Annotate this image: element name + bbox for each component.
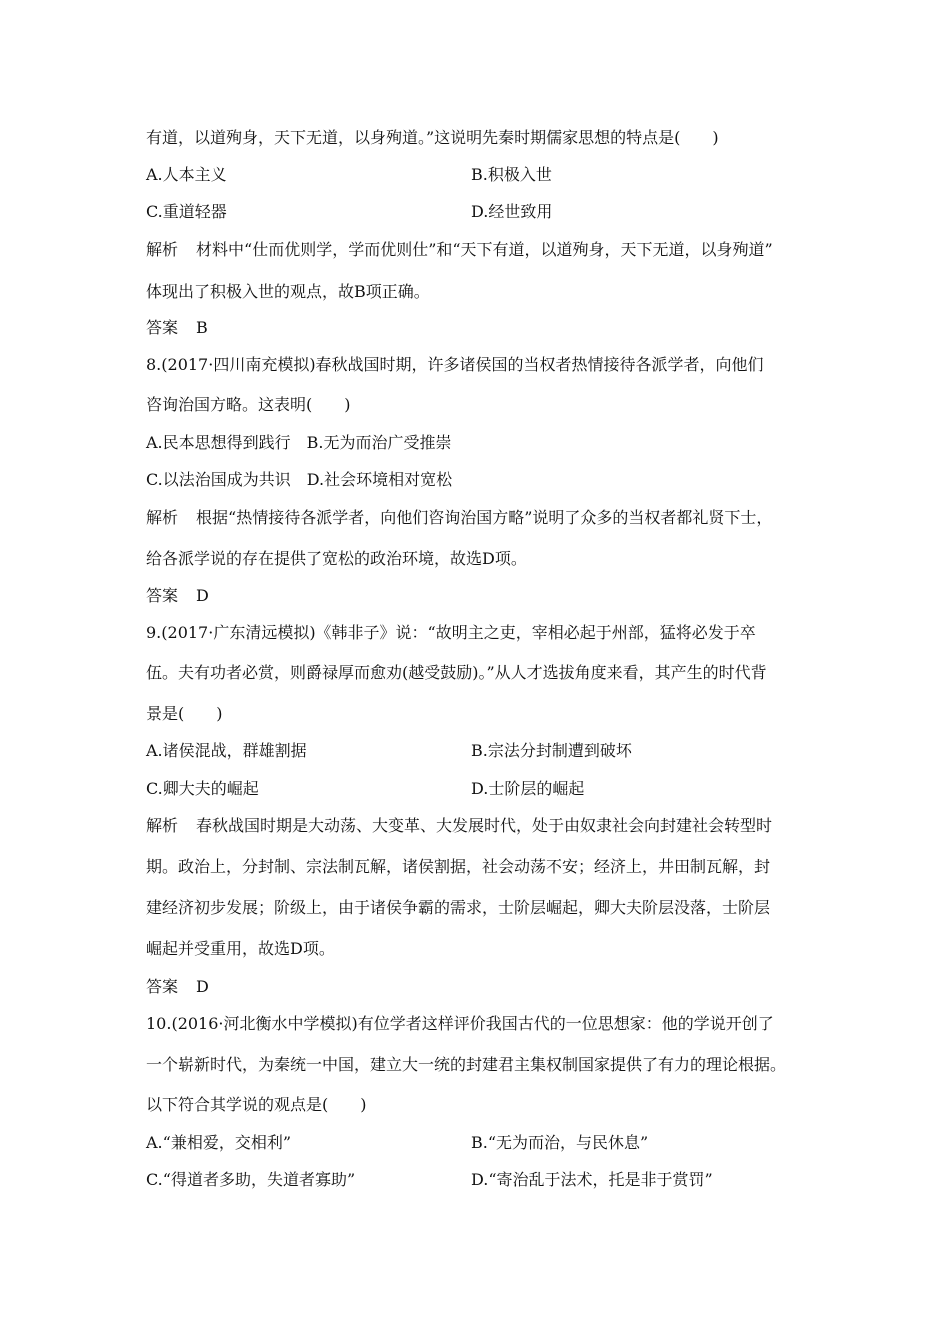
q8-stem-line-2: 咨询治国方略。这表明( ) — [146, 395, 351, 414]
answer-label: 答案 — [146, 977, 179, 996]
q7-answer — [146, 318, 208, 338]
q10-option-c: C.“得道者多助，失道者寡助” — [146, 1170, 356, 1189]
q10-stem-line-3: 以下符合其学说的观点是( ) — [146, 1095, 367, 1114]
q9-option-b: B.宗法分封制遭到破坏 — [471, 741, 632, 760]
q9-option-d: D.士阶层的崛起 — [471, 779, 585, 798]
q10-option-d: D.“寄治乱于法术，托是非于赏罚” — [471, 1170, 713, 1189]
answer-value: B — [196, 318, 208, 337]
q9-stem-line-1: 9.(2017·广东清远模拟)《韩非子》说：“故明主之吏，宰相必起于州部，猛将必发于卒 — [146, 623, 756, 642]
q9-stem-line-3: 景是( ) — [146, 704, 223, 723]
q10-option-b: B.“无为而治，与民休息” — [471, 1133, 649, 1152]
q9-analysis-line-2: 期。政治上，分封制、宗法制瓦解，诸侯割据，社会动荡不安；经济上，井田制瓦解，封 — [146, 857, 771, 876]
answer-value: D — [196, 586, 209, 605]
analysis-label: 解析 — [146, 240, 179, 259]
q9-analysis-line-3: 建经济初步发展；阶级上，由于诸侯争霸的需求，士阶层崛起，卿大夫阶层没落，士阶层 — [146, 898, 771, 917]
q9-analysis-line-1: 解析 春秋战国时期是大动荡、大变革、大发展时代，处于由奴隶社会向封建社会转型时 — [146, 816, 773, 835]
q8-analysis-line-2: 给各派学说的存在提供了宽松的政治环境，故选D项。 — [146, 549, 527, 568]
answer-label: 答案 — [146, 586, 179, 605]
q7-analysis-line-1: 解析 材料中“仕而优则学，学而优则仕”和“天下有道，以道殉身，天下无道，以身殉道” — [146, 240, 773, 259]
q9-analysis-line-4: 崛起并受重用，故选D项。 — [146, 939, 335, 958]
q10-stem-line-1: 10.(2016·河北衡水中学模拟)有位学者这样评价我国古代的一位思想家：他的学说开创了 — [146, 1014, 774, 1033]
answer-label: 答案 — [146, 318, 179, 337]
q8-options-cd: C.以法治国成为共识 D.社会环境相对宽松 — [146, 470, 453, 489]
q7-analysis-line-2: 体现出了积极入世的观点，故B项正确。 — [146, 282, 430, 301]
q7-option-b: B.积极入世 — [471, 165, 552, 184]
q8-options-ab: A.民本思想得到践行 B.无为而治广受推崇 — [146, 433, 452, 452]
q9-option-a: A.诸侯混战，群雄割据 — [146, 741, 307, 760]
q9-answer — [146, 977, 209, 997]
analysis-label: 解析 — [146, 508, 179, 527]
q7-option-d: D.经世致用 — [471, 202, 553, 221]
q7-option-c: C.重道轻器 — [146, 202, 227, 221]
q7-option-a: A.人本主义 — [146, 165, 227, 184]
q10-option-a: A.“兼相爱，交相利” — [146, 1133, 292, 1152]
analysis-label: 解析 — [146, 816, 179, 835]
q9-option-c: C.卿大夫的崛起 — [146, 779, 259, 798]
q9-stem-line-2: 伍。夫有功者必赏，则爵禄厚而愈劝(越受鼓励)。”从人才选拔角度来看，其产生的时代背 — [146, 663, 767, 682]
q8-stem-line-1: 8.(2017·四川南充模拟)春秋战国时期，许多诸侯国的当权者热情接待各派学者，向他们 — [146, 355, 764, 374]
q8-answer — [146, 586, 209, 606]
q10-stem-line-2: 一个崭新时代，为秦统一中国，建立大一统的封建君主集权制国家提供了有力的理论根据。 — [146, 1055, 787, 1074]
answer-value: D — [196, 977, 209, 996]
q7-stem: 有道，以道殉身，天下无道，以身殉道。”这说明先秦时期儒家思想的特点是( ) — [146, 128, 719, 147]
q8-analysis-line-1: 解析 根据“热情接待各派学者，向他们咨询治国方略”说明了众多的当权者都礼贤下士， — [146, 508, 773, 527]
